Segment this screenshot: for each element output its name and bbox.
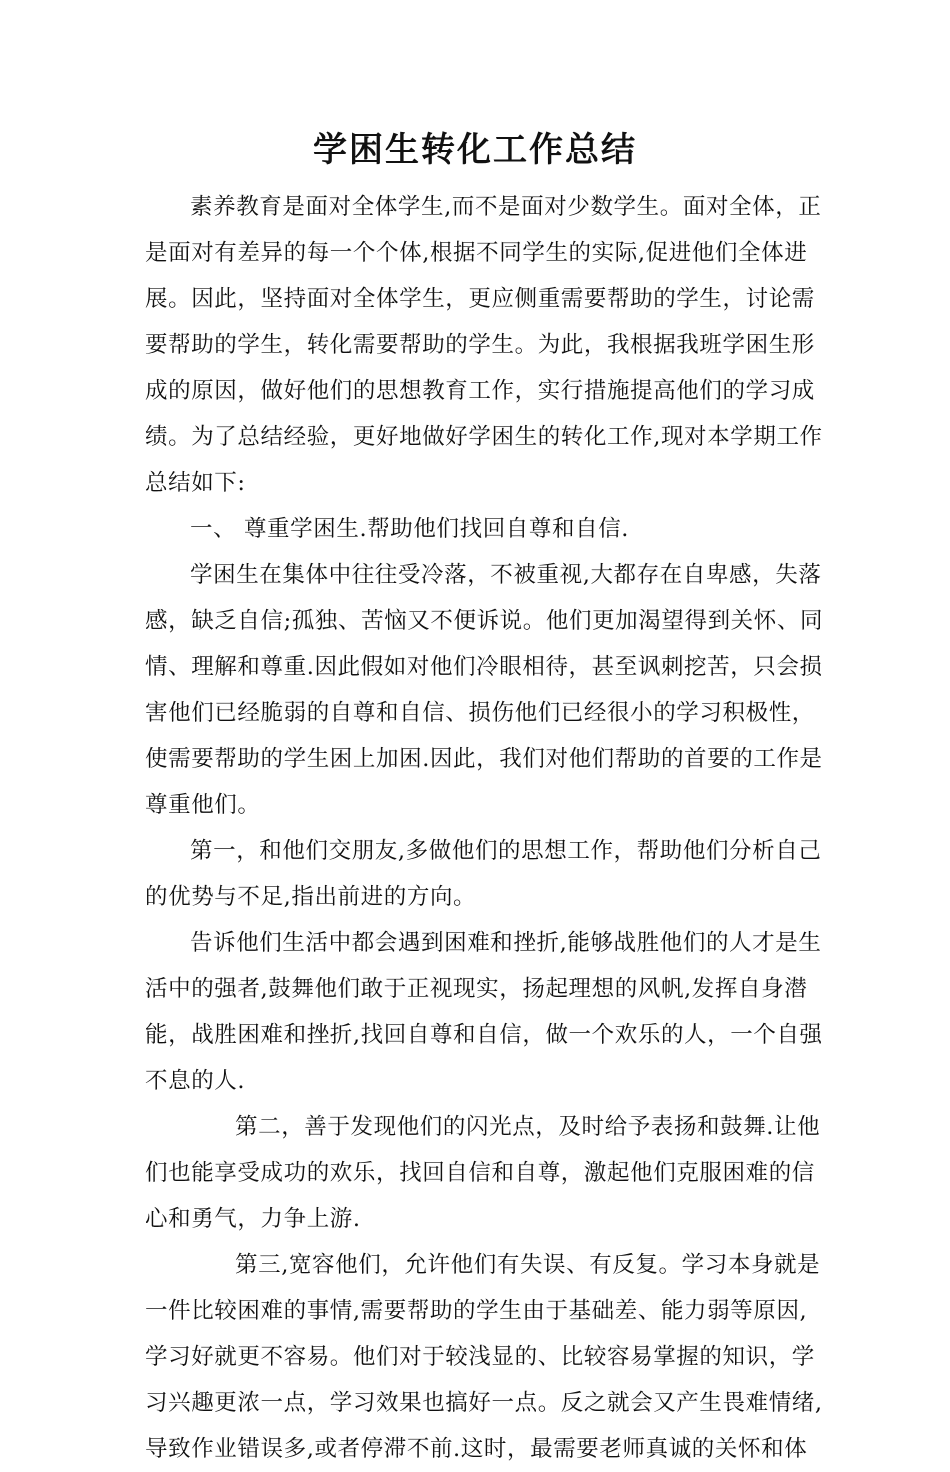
text-line: 要帮助的学生，转化需要帮助的学生。为此，我根据我班学困生形 [145,332,815,358]
text-line: 学困生在集体中往往受冷落，不被重视,大都存在自卑感，失落 [190,562,822,588]
text-line: 使需要帮助的学生困上加困.因此，我们对他们帮助的首要的工作是 [145,746,823,772]
text-line: 情、理解和尊重.因此假如对他们冷眼相待，甚至讽刺挖苦，只会损 [145,654,823,680]
text-line: 第二，善于发现他们的闪光点，及时给予表扬和鼓舞.让他 [235,1114,821,1140]
text-line: 不息的人. [145,1068,246,1094]
text-line: 学习好就更不容易。他们对于较浅显的、比较容易掌握的知识，学 [145,1344,815,1370]
text-line: 告诉他们生活中都会遇到困难和挫折,能够战胜他们的人才是生 [190,930,822,956]
text-line: 绩。为了总结经验，更好地做好学困生的转化工作,现对本学期工作 [145,424,823,450]
text-line: 能，战胜困难和挫折,找回自尊和自信，做一个欢乐的人，一个自强 [145,1022,823,1048]
document-body [145,184,835,1472]
text-line: 们也能享受成功的欢乐，找回自信和自尊，激起他们克服困难的信 [145,1160,815,1186]
text-line: 心和勇气，力争上游. [145,1206,361,1232]
text-line: 的优势与不足,指出前进的方向。 [145,884,477,910]
text-line: 成的原因，做好他们的思想教育工作，实行措施提高他们的学习成 [145,378,815,404]
text-line: 一件比较困难的事情,需要帮助的学生由于基础差、能力弱等原因, [145,1298,808,1324]
text-line: 展。因此，坚持面对全体学生，更应侧重需要帮助的学生，讨论需 [145,286,815,312]
text-line: 第三,宽容他们，允许他们有失误、有反复。学习本身就是 [235,1252,821,1278]
text-line: 活中的强者,鼓舞他们敢于正视现实，扬起理想的风帆,发挥自身潜 [145,976,808,1002]
text-line: 习兴趣更浓一点，学习效果也搞好一点。反之就会又产生畏难情绪, [145,1390,823,1416]
section-heading: 一、 尊重学困生.帮助他们找回自尊和自信. [190,516,630,542]
text-line: 尊重他们。 [145,792,261,818]
text-line: 导致作业错误多,或者停滞不前.这时，最需要老师真诚的关怀和体 [145,1436,808,1462]
text-line: 素养教育是面对全体学生,而不是面对少数学生。面对全体，正 [190,194,822,220]
text-line: 总结如下: [145,470,246,496]
text-line: 害他们已经脆弱的自尊和自信、损伤他们已经很小的学习积极性， [145,700,815,726]
document-title: 学困生转化工作总结 [313,130,637,170]
text-line: 是面对有差异的每一个个体,根据不同学生的实际,促进他们全体进 [145,240,808,266]
text-line: 第一，和他们交朋友,多做他们的思想工作，帮助他们分析自己 [190,838,822,864]
text-line: 感，缺乏自信;孤独、苦恼又不便诉说。他们更加渴望得到关怀、同 [145,608,824,634]
